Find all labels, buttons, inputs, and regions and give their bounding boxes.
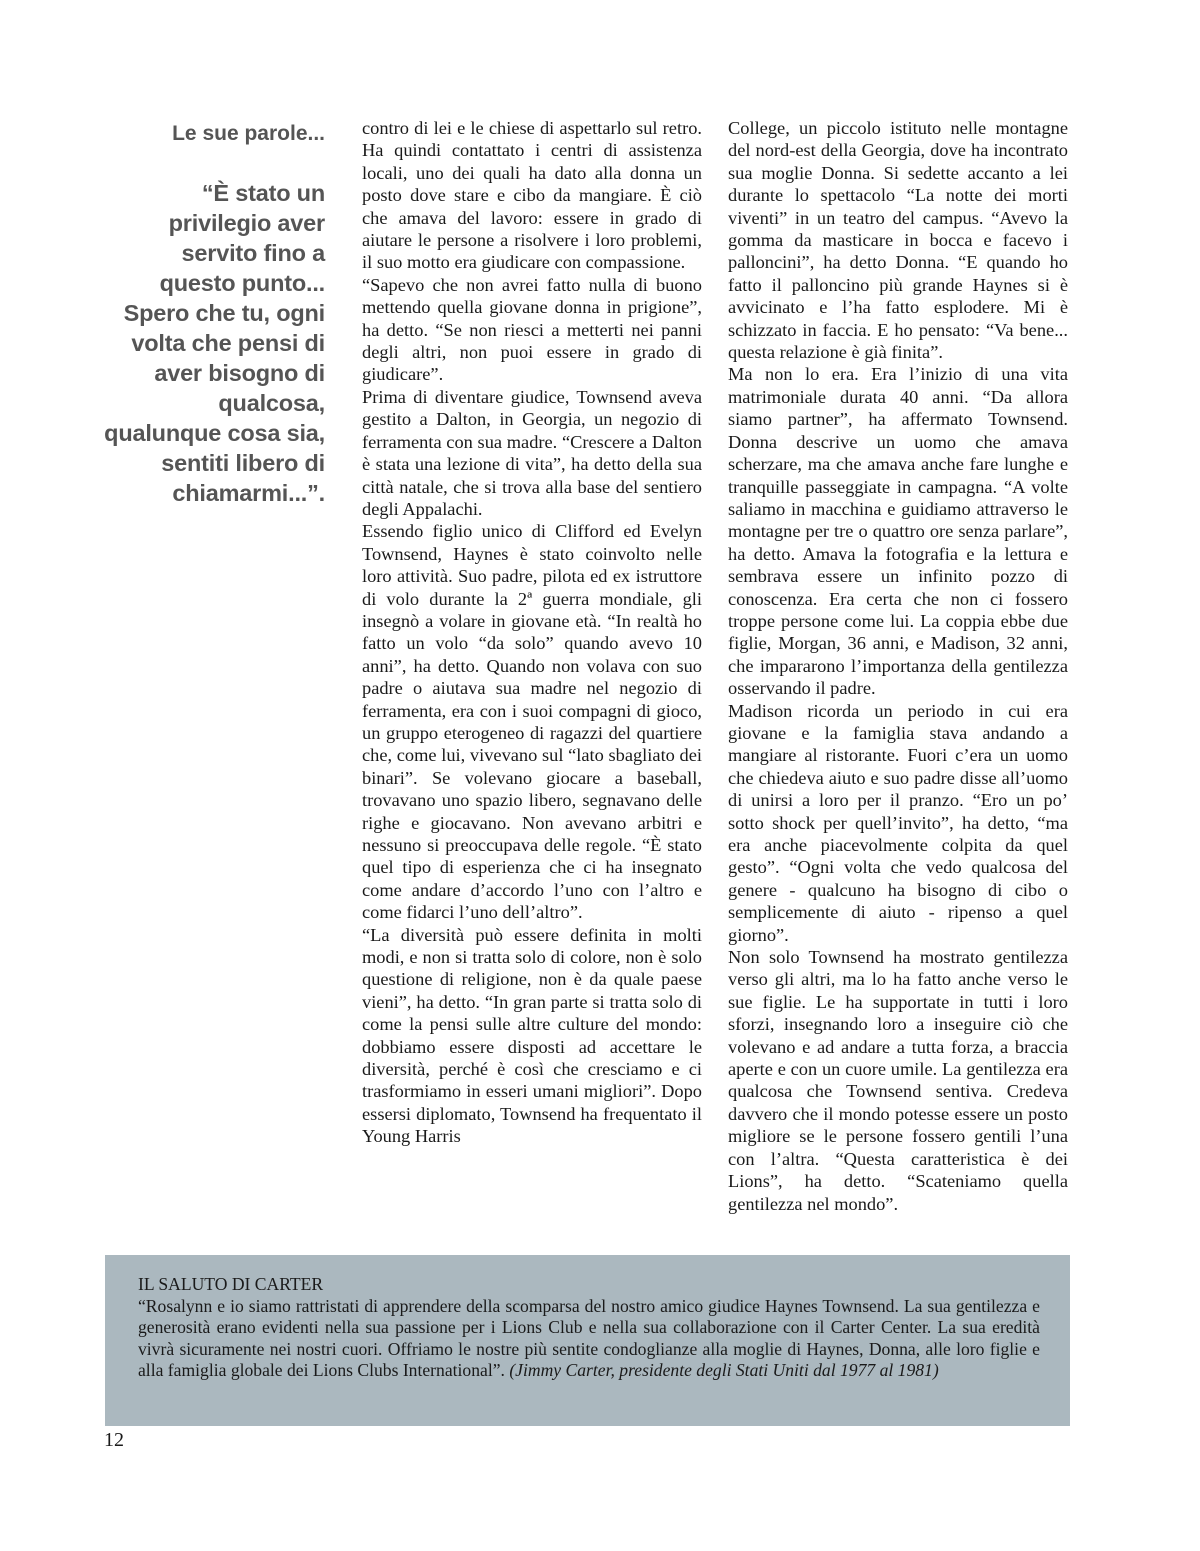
pull-quote-heading: Le sue parole...: [172, 122, 325, 145]
paragraph: “Sapevo che non avrei fatto nulla di buono mettendo quella giovane donna in prigione”, ha detto. “Se non riesci a metterti nei panni degli altri, non puoi essere in grado di giudicare”.: [362, 274, 702, 385]
paragraph: Ma non lo era. Era l’inizio di una vita matrimoniale durata 40 anni. “Da allora siamo partner”, ha affermato Townsend. Donna descrive un uomo che amava scherzare, ma che amava anche fare lunghe e tranquille passeggiate in campagna. “A volte saliamo in macchina e guidiamo attraverso le montagne per tre o quattro ore senza parlare”, ha detto. Amava la fotografia e la lettura e sembrava essere un infinito pozzo di conoscenza. Era certa che non ci fossero troppe persone come lui. La coppia ebbe due figlie, Morgan, 36 anni, e Madison, 32 anni, che impararono l’importanza della gentilezza osservando il padre.: [728, 364, 1068, 699]
paragraph: Madison ricorda un periodo in cui era giovane e la famiglia stava andando a mangiare al ristorante. Fuori c’era un uomo che chiedeva aiuto e suo padre disse all’uomo di unirsi a loro per il pranzo. “Ero un po’ sotto shock per quell’invito”, ha detto, “ma era anche piacevolmente colpita da quel gesto”. “Ogni volta che vedo qualcosa del genere - qualcuno ha bisogno di cibo o semplicemente di aiuto - ripenso a quel giorno”.: [728, 700, 1068, 945]
paragraph: Prima di diventare giudice, Townsend aveva gestito a Dalton, in Georgia, un negozio di ferramenta con sua madre. “Crescere a Dalton è stata una lezione di vita”, ha detto della sua città natale, che si trova alla base del sentiero degli Appalachi.: [362, 386, 702, 519]
box-attribution: (Jimmy Carter, presidente degli Stati Uniti dal 1977 al 1981): [509, 1360, 939, 1381]
paragraph: Essendo figlio unico di Clifford ed Evelyn Townsend, Haynes è stato coinvolto nelle loro attività. Suo padre, pilota ed ex istruttore di volo durante la 2ª guerra mondiale, gli insegnò a volare in giovane età. “In realtà ho fatto un volo “da solo” quando avevo 10 anni”, ha detto. Quando non volava con suo padre o aiutava sua madre nel negozio di ferramenta, era con i suoi compagni di gioco, un gruppo eterogeneo di ragazzi del quartiere che, come lui, vivevano sul “lato sbagliato dei binari”. Se volevano giocare a baseball, trovavano uno spazio libero, segnavano delle righe e giocavano. Non avevano arbitri e nessuno si preoccupava delle regole. “È stato quel tipo di esperienza che ci ha insegnato come andare d’accordo l’uno con l’altro e come fidarci l’uno dell’altro”.: [362, 521, 702, 923]
box-quote: “Rosalynn e io siamo rattristati di apprendere della scomparsa del nostro amico giudice Haynes Townsend. La sua gentilezza e generosità erano evidenti nella sua passione per i Lions Club e nella sua collaborazione con il Carter Center. La sua eredità vivrà sicuramente nei nostri cuori. Offriamo le nostre più sentite condoglianze alla moglie di Haynes, Donna, alle loro figlie e alla famiglia globale dei Lions Clubs International”.: [138, 1295, 1040, 1381]
article-column-2: [728, 117, 1068, 1215]
paragraph: contro di lei e le chiese di aspettarlo sul retro. Ha quindi contattato i centri di assistenza locali, uno dei quali ha dato alla donna un posto dove stare e cibo da mangiare. È ciò che amava del lavoro: essere in grado di aiutare le persone a risolvere i loro problemi, il suo motto era giudicare con compassione.: [362, 118, 702, 273]
box-body: [138, 1296, 1040, 1382]
pull-quote: [100, 120, 325, 508]
box-title: IL SALUTO DI CARTER: [138, 1274, 324, 1294]
page-number: 12: [104, 1429, 124, 1451]
paragraph: College, un piccolo istituto nelle montagne del nord-est della Georgia, dove ha incontrato sua moglie Donna. Si sedette accanto a lei durante lo spettacolo “La notte dei morti viventi” in un teatro del campus. “Avevo la gomma da masticare in bocca e facevo i palloncini”, ha detto Donna. “E quando ho fatto il palloncino più grande Haynes si è avvicinato e l’ha fatto esplodere. Mi è schizzato in faccia. E ho pensato: “Va bene... questa relazione è già finita”.: [728, 118, 1068, 363]
paragraph: Non solo Townsend ha mostrato gentilezza verso gli altri, ma lo ha fatto anche verso le sue figlie. Le ha supportate in tutti i loro sforzi, insegnando loro a inseguire ciò che volevano e ad andare a tutta forza, a braccia aperte e con un cuore umile. La gentilezza era qualcosa che Townsend sentiva. Credeva davvero che il mondo potesse essere un posto migliore se le persone fossero gentili l’una con l’altra. “Questa caratteristica è dei Lions”, ha detto. “Scateniamo quella gentilezza nel mondo”.: [728, 947, 1068, 1214]
carter-tribute-box: [105, 1255, 1070, 1426]
article-column-1: [362, 117, 702, 1148]
paragraph: “La diversità può essere definita in molti modi, e non si tratta solo di colore, non è solo questione di religione, non è da quale paese vieni”, ha detto. “In gran parte si tratta solo di come la pensi sulle altre culture del mondo: dobbiamo essere disposti ad accettare le diversità, perché è così che cresciamo e ci trasformiamo in esseri umani migliori”. Dopo essersi diplomato, Townsend ha frequentato il Young Harris: [362, 924, 702, 1147]
pull-quote-text: “È stato un privilegio aver servito fino a questo punto... Spero che tu, ogni volta che pensi di aver bisogno di qualcosa, qualunque cosa sia, sentiti libero di chiamarmi...”.: [104, 180, 325, 506]
